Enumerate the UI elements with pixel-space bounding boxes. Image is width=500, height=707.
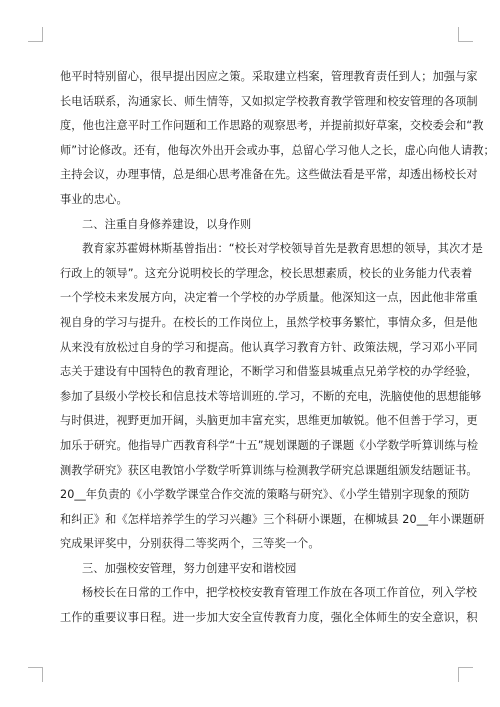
text-line: 从来没有放松过自身的学习和提高。他认真学习教育方针、政策法规，学习邓小平同 xyxy=(60,340,478,354)
text-line: 事业的忠心。 xyxy=(60,192,128,206)
text-line: 工作的重要议事日程。进一步加大安全宣传教育力度，强化全体师生的安全意识，积 xyxy=(60,611,478,625)
text-line: 与时俱进，视野更加开阔，头脑更加丰富充实，思维更加敏锐。他不但善于学习，更 xyxy=(60,414,478,428)
text-line: 参加了县级小学校长和信息技术等培训班的.学习，不断的充电，洗脑使他的思想能够 xyxy=(60,389,482,403)
text-line: 他平时特别留心，很早提出因应之策。采取建立档案，管理教育责任到人；加强与家 xyxy=(60,70,478,83)
text-line: 杨校长在日常的工作中，把学校校安教育管理工作放在各项工作首位，列入学校 xyxy=(82,586,478,600)
text-line: 教育家苏霍姆林斯基曾指出：“校长对学校领导首先是教育思想的领导，其次才是 xyxy=(82,242,483,256)
text-line: 一个学校未来发展方向，决定着一个学校的办学质量。他深知这一点，因此他非常重 xyxy=(60,291,478,305)
text-line: 20__年负责的《小学数学课堂合作交流的策略与研究》、《小学生错别字现象的预防 xyxy=(60,488,470,502)
text-line: 主持会议，办理事情，总是细心思考准备在先。这些做法看是平常，却透出杨校长对 xyxy=(60,168,478,182)
text-line: 志关于建设有中国特色的教育理论，不断学习和借鉴县城重点兄弟学校的办学经验， xyxy=(60,365,478,379)
text-line: 二、注重自身修养建设，以身作则 xyxy=(82,217,252,231)
text-line: 视自身的学习与提升。在校长的工作岗位上，虽然学校事务繁忙，事情众多，但是他 xyxy=(60,315,478,329)
crop-mark-bottom-left xyxy=(28,667,43,682)
crop-mark-top-left xyxy=(28,27,43,42)
text-line: 三、加强校安管理，努力创建平安和谐校园 xyxy=(82,561,297,575)
text-line: 加乐于研究。他指导广西教育科学“十五”规划课题的子课题《小学数学听算训练与检 xyxy=(60,438,479,452)
crop-mark-bottom-right xyxy=(458,667,473,682)
text-line: 究成果评奖中，分别获得二等奖两个，三等奖一个。 xyxy=(60,537,320,551)
crop-mark-top-right xyxy=(458,27,473,42)
text-line: 长电话联系，沟通家长、师生情等，又如拟定学校教育教学管理和校安管理的各项制 xyxy=(60,94,478,108)
text-line: 测教学研究》获区电教馆小学数学听算训练与检测教学研究总课题组颁发结题证书。 xyxy=(60,463,478,477)
document-body xyxy=(60,65,495,631)
text-line: 行政上的领导”。这充分说明校长的学理念，校长思想素质，校长的业务能力代表着 xyxy=(60,266,473,280)
text-line: 度，他也注意平时工作问题和工作思路的观察思考，并提前拟好草案，交校委会和“教 xyxy=(60,119,484,133)
text-line: 师”讨论修改。还有，他每次外出开会或办事，总留心学习他人之长，虚心向他人请教； xyxy=(60,143,495,157)
text-line: 和纠正》和《怎样培养学生的学习兴趣》三个科研小课题，在柳城县 20__年小课题研 xyxy=(60,512,485,526)
